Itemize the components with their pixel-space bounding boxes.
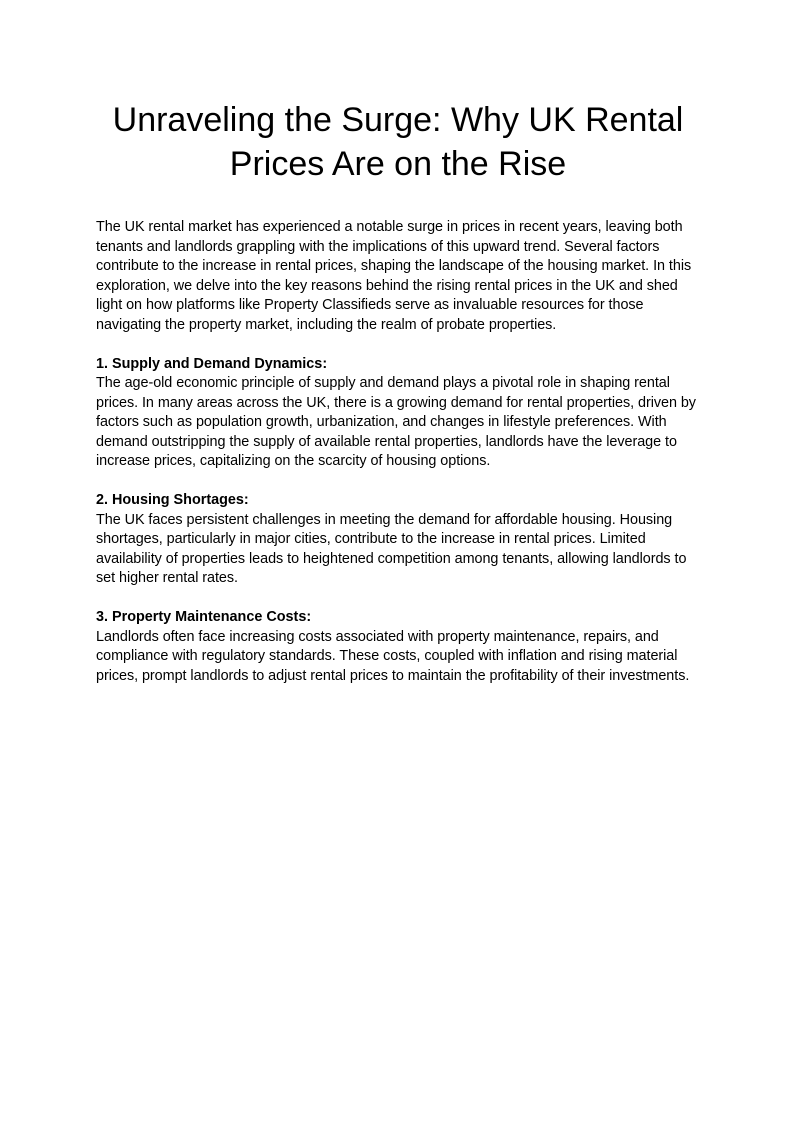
section-supply-demand <box>96 355 700 472</box>
section-heading: 3. Property Maintenance Costs: <box>96 609 312 625</box>
section-heading: 1. Supply and Demand Dynamics: <box>96 355 328 372</box>
document-page <box>96 98 700 686</box>
section-heading: 2. Housing Shortages: <box>96 492 249 508</box>
document-title: Unraveling the Surge: Why UK Rental Prices Are on the Rise <box>112 101 684 183</box>
section-body: The UK faces persistent challenges in meeting the demand for affordable housing. Housing shortages, particularly in major cities, contribute to the increase in rental prices. Limited availability of properties leads to heightened competition among tenants, allowing landlords to set higher rental rates. <box>96 511 687 586</box>
section-maintenance-costs <box>96 608 700 686</box>
section-housing-shortages <box>96 491 700 589</box>
section-body: The age-old economic principle of supply and demand plays a pivotal role in shaping rental prices. In many areas across the UK, there is a growing demand for rental properties, driven by factors such as population growth, urbanization, and changes in lifestyle preferences. With demand outstripping the supply of available rental properties, landlords have the leverage to increase prices, capitalizing on the scarcity of housing options. <box>96 375 696 469</box>
section-body: Landlords often face increasing costs associated with property maintenance, repairs, and compliance with regulatory standards. These costs, coupled with inflation and rising material prices, prompt landlords to adjust rental prices to maintain the profitability of their investments. <box>96 628 690 684</box>
intro-paragraph: The UK rental market has experienced a notable surge in prices in recent years, leaving both tenants and landlords grappling with the implications of this upward trend. Several factors contribute to the increase in rental prices, shaping the landscape of the housing market. In this exploration, we delve into the key reasons behind the rising rental prices in the UK and shed light on how platforms like Property Classifieds serve as invaluable resources for those navigating the property market, including the realm of probate properties. <box>96 219 692 333</box>
